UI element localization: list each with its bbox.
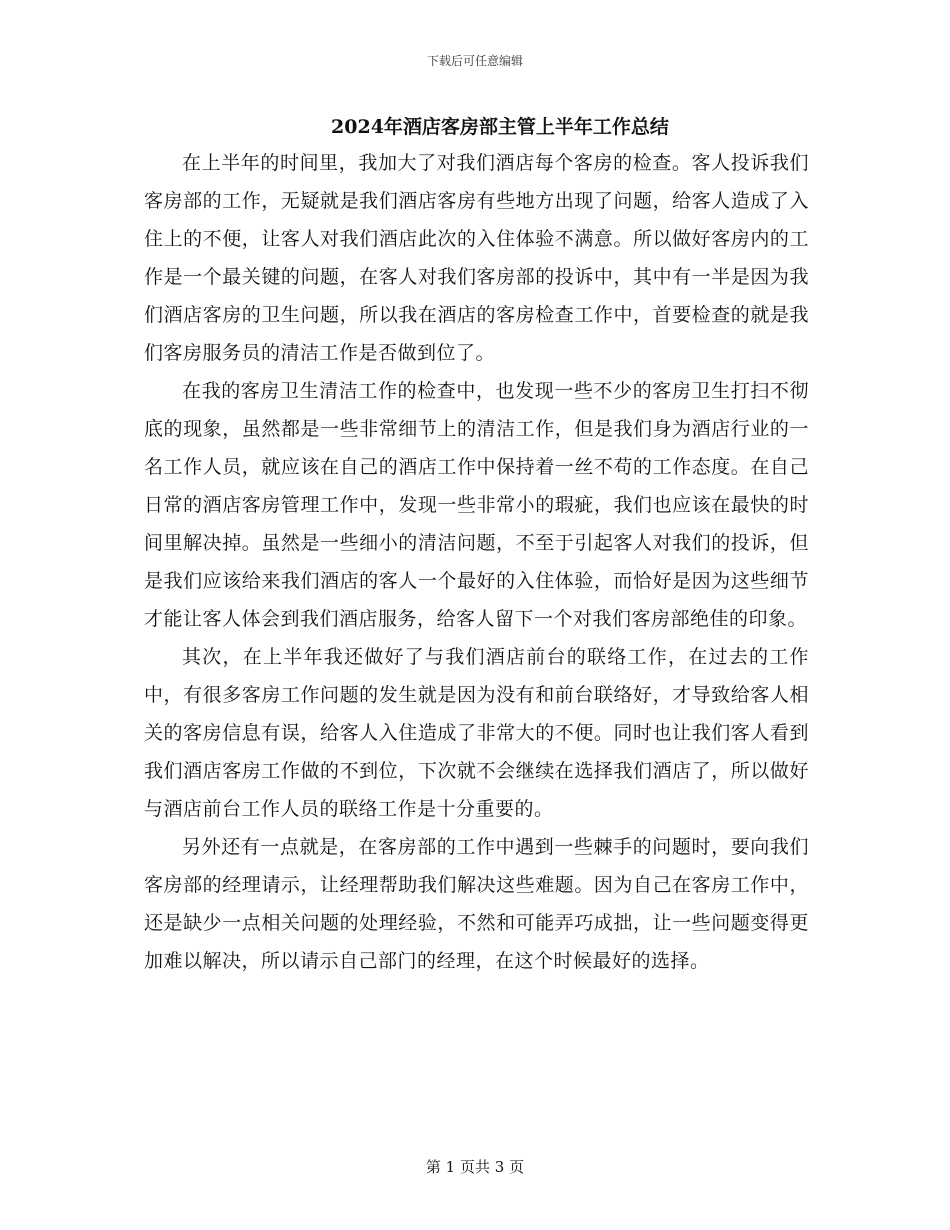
page-number: 第 1 页共 3 页 (425, 1158, 525, 1176)
paragraph-1: 在上半年的时间里，我加大了对我们酒店每个客房的检查。客人投诉我们客房部的工作，无疑就是我们酒店客房有些地方出现了问题，给客人造成了入住上的不便，让客人对我们酒店此次的入住体验不满意。所以做好客房内的工作是一个最关键的问题，在客人对我们客房部的投诉中，其中有一半是因为我们酒店客房的卫生问题，所以我在酒店的客房检查工作中，首要检查的就是我们客房服务员的清洁工作是否做到位了。 (144, 152, 809, 364)
document-title: 2024年酒店客房部主管上半年工作总结 (331, 116, 669, 138)
paragraph-2: 在我的客房卫生清洁工作的检查中，也发现一些不少的客房卫生打扫不彻底的现象，虽然都是一些非常细节上的清洁工作，但是我们身为酒店行业的一名工作人员，就应该在自己的酒店工作中保持着一丝不苟的工作态度。在自己日常的酒店客房管理工作中，发现一些非常小的瑕疵，我们也应该在最快的时间里解决掉。虽然是一些细小的清洁问题，不至于引起客人对我们的投诉，但是我们应该给来我们酒店的客人一个最好的入住体验，而恰好是因为这些细节才能让客人体会到我们酒店服务，给客人留下一个对我们客房部绝佳的印象。 (144, 380, 809, 630)
page-header-note: 下载后可任意编辑 (426, 54, 523, 68)
document-body (144, 144, 809, 980)
paragraph-3: 其次，在上半年我还做好了与我们酒店前台的联络工作，在过去的工作中，有很多客房工作问题的发生就是因为没有和前台联络好，才导致给客人相关的客房信息有误，给客人入住造成了非常大的不便。同时也让我们客人看到我们酒店客房工作做的不到位，下次就不会继续在选择我们酒店了，所以做好与酒店前台工作人员的联络工作是十分重要的。 (144, 646, 809, 820)
paragraph-4: 另外还有一点就是，在客房部的工作中遇到一些棘手的问题时，要向我们客房部的经理请示，让经理帮助我们解决这些难题。因为自己在客房工作中，还是缺少一点相关问题的处理经验，不然和可能弄巧成拙，让一些问题变得更加难以解决，所以请示自己部门的经理，在这个时候最好的选择。 (144, 836, 809, 972)
